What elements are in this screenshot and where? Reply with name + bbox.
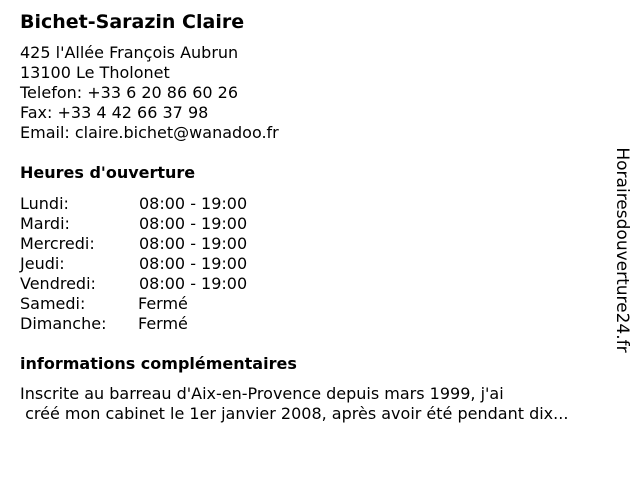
hours-row-tuesday [20,214,320,234]
info-line: Inscrite au barreau d'Aix-en-Provence depuis mars 1999, j'ai [20,384,504,403]
info-heading: informations complémentaires [20,354,297,373]
hours-row-saturday [20,294,320,314]
day-hours: Fermé [138,294,188,313]
address-city: 13100 Le Tholonet [20,63,170,82]
day-label: Jeudi: [20,254,65,273]
watermark-text: Horairesdouverture24.fr [612,147,632,353]
day-label: Mercredi: [20,234,95,253]
info-line: créé mon cabinet le 1er janvier 2008, après avoir été pendant dix... [20,404,569,423]
hours-row-sunday [20,314,320,334]
day-hours: Fermé [138,314,188,333]
day-label: Vendredi: [20,274,96,293]
hours-row-thursday [20,254,320,274]
hours-row-monday [20,194,320,214]
day-label: Dimanche: [20,314,107,333]
day-label: Lundi: [20,194,69,213]
hours-row-friday [20,274,320,294]
day-hours: 08:00 - 19:00 [139,234,248,253]
phone-number: Telefon: +33 6 20 86 60 26 [20,83,239,102]
opening-hours-table [20,194,320,334]
contact-block [20,43,279,143]
day-hours: 08:00 - 19:00 [139,214,248,233]
address-street: 425 l'Allée François Aubrun [20,43,239,62]
day-label: Mardi: [20,214,70,233]
hours-heading: Heures d'ouverture [20,163,196,182]
email-address: Email: claire.bichet@wanadoo.fr [20,123,279,142]
hours-row-wednesday [20,234,320,254]
day-hours: 08:00 - 19:00 [139,254,248,273]
business-name: Bichet-Sarazin Claire [20,11,245,33]
fax-number: Fax: +33 4 42 66 37 98 [20,103,209,122]
day-hours: 08:00 - 19:00 [139,274,248,293]
info-description [20,384,568,424]
day-label: Samedi: [20,294,86,313]
day-hours: 08:00 - 19:00 [139,194,248,213]
